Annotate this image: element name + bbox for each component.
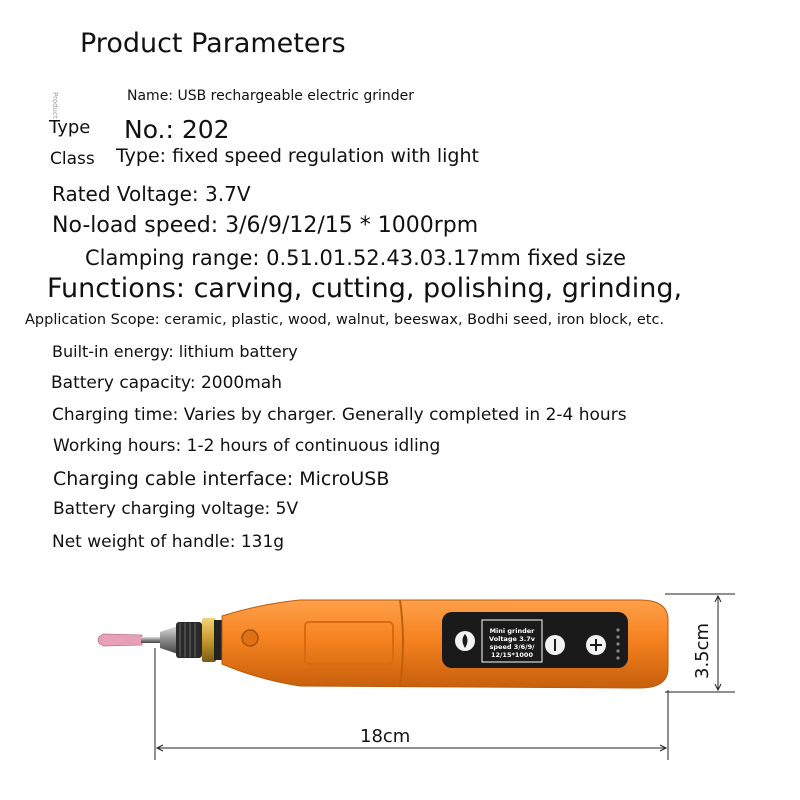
battery-capacity: Battery capacity: 2000mah — [51, 373, 283, 393]
tool-label-line-2: Voltage 3.7v — [489, 635, 535, 643]
clamping-range: Clamping range: 0.51.01.52.43.03.17mm fixed size — [85, 246, 627, 270]
tool-label-line-1: Mini grinder — [489, 627, 535, 635]
model-number: No.: 202 — [124, 115, 230, 144]
charging-time: Charging time: Varies by charger. Generally completed in 2-4 hours — [52, 405, 627, 425]
length-dimension: 18cm — [360, 726, 411, 747]
built-in-energy: Built-in energy: lithium battery — [52, 342, 298, 361]
rated-voltage: Rated Voltage: 3.7V — [52, 182, 251, 206]
chuck — [160, 618, 224, 662]
battery-charging-voltage: Battery charging voltage: 5V — [53, 499, 299, 519]
grinding-bit — [98, 634, 163, 646]
type-value: Type: fixed speed regulation with light — [116, 145, 479, 167]
net-weight: Net weight of handle: 131g — [52, 532, 285, 552]
charging-interface: Charging cable interface: MicroUSB — [53, 468, 390, 490]
type-label: Type — [49, 117, 91, 138]
product-name: Name: USB rechargeable electric grinder — [127, 88, 415, 104]
tool-label — [483, 627, 541, 659]
class-label: Class — [50, 149, 95, 169]
tool-label-line-4: 12/15*1000 — [491, 651, 533, 659]
no-load-speed: No-load speed: 3/6/9/12/15 * 1000rpm — [52, 213, 479, 238]
page-title: Product Parameters — [80, 28, 346, 59]
application-scope: Application Scope: ceramic, plastic, wood, walnut, beeswax, Bodhi seed, iron block, etc. — [25, 312, 665, 328]
side-label: Product — [51, 92, 59, 119]
working-hours: Working hours: 1-2 hours of continuous idling — [53, 436, 441, 456]
functions: Functions: carving, cutting, polishing, grinding, — [47, 273, 683, 304]
tool-label-line-3: speed 3/6/9/ — [489, 643, 535, 651]
height-dimension: 3.5cm — [692, 622, 713, 679]
